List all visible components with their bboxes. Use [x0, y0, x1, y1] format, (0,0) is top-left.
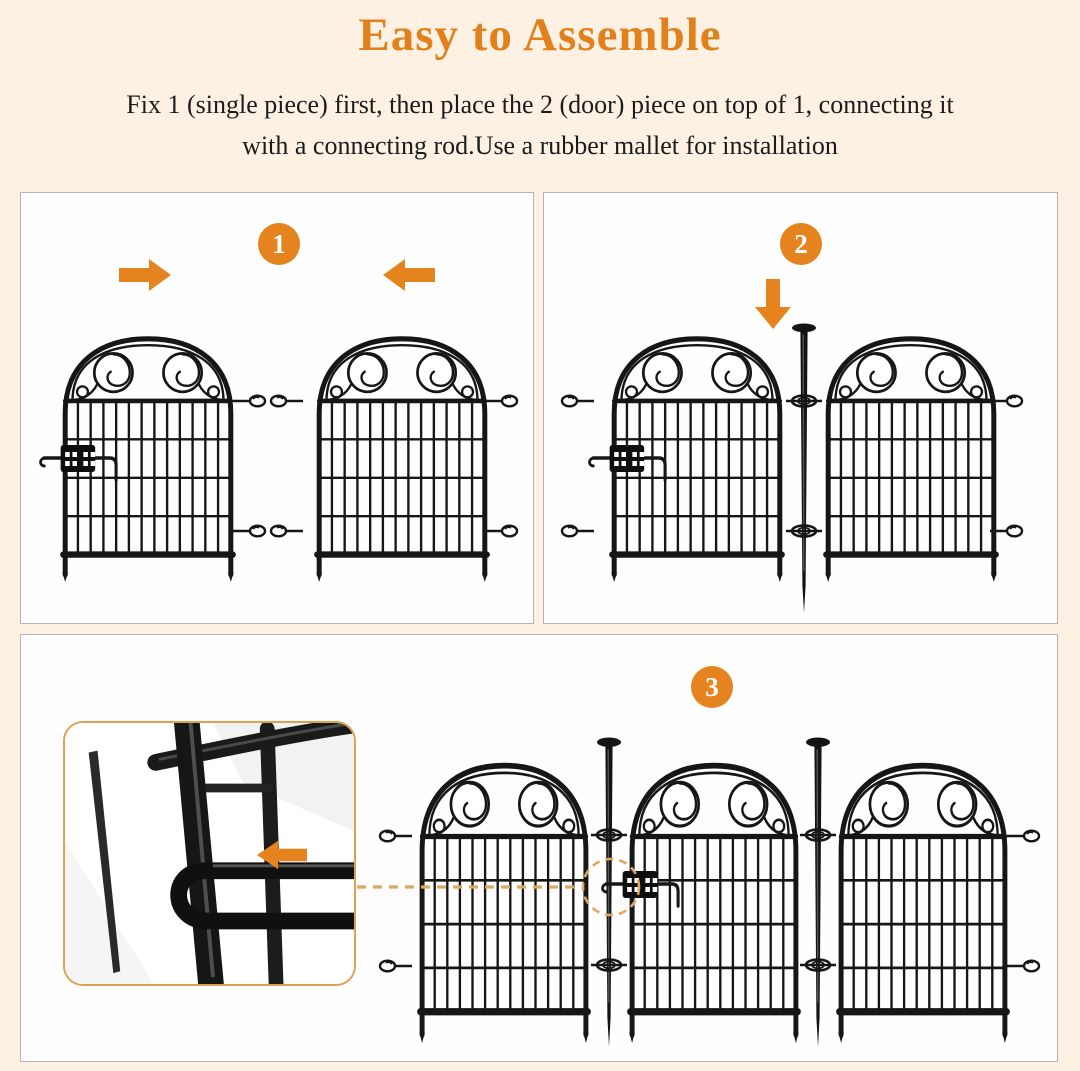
ground-stake-icon — [789, 323, 819, 615]
fence-panel-right-illustration — [311, 326, 493, 582]
connector-wrap-icon — [591, 826, 627, 844]
step-3-badge: 3 — [691, 666, 733, 708]
connector-wrap-icon — [800, 956, 836, 974]
subtitle-line-2: with a connecting rod.Use a rubber mallet for installation — [242, 131, 838, 160]
step-3-panel — [20, 634, 1058, 1062]
eye-loop-icon — [485, 394, 519, 408]
step-2-badge: 2 — [780, 223, 822, 265]
fence-panel-right-illustration — [820, 326, 1002, 582]
eye-loop-icon — [378, 959, 412, 973]
step-1-panel — [20, 192, 534, 624]
connector-wrap-icon — [800, 826, 836, 844]
step-2-panel — [543, 192, 1058, 624]
subtitle — [0, 84, 1080, 166]
connector-wrap-icon — [786, 522, 822, 540]
arrow-right-icon — [119, 257, 171, 293]
subtitle-line-1: Fix 1 (single piece) first, then place the 2 (door) piece on top of 1, connecting it — [126, 90, 954, 119]
step-1-badge: 1 — [258, 223, 300, 265]
fence-panel-a-illustration — [414, 751, 594, 1043]
rod-through-loop-photo — [65, 723, 354, 984]
connector-wrap-icon — [786, 392, 822, 410]
eye-loop-icon — [560, 524, 594, 538]
ground-stake-icon — [803, 737, 833, 1049]
eye-loop-icon — [560, 394, 594, 408]
page-title: Easy to Assemble — [358, 9, 722, 61]
eye-loop-icon — [1007, 959, 1041, 973]
gate-latch-icon — [586, 439, 686, 485]
gate-latch-icon — [37, 439, 137, 485]
eye-loop-icon — [233, 524, 267, 538]
connector-wrap-icon — [591, 956, 627, 974]
fence-panel-c-illustration — [833, 751, 1013, 1043]
eye-loop-icon — [990, 394, 1024, 408]
dashed-connector-line — [357, 881, 579, 893]
eye-loop-icon — [269, 524, 303, 538]
eye-loop-icon — [485, 524, 519, 538]
arrow-down-icon — [755, 279, 791, 329]
eye-loop-icon — [269, 394, 303, 408]
eye-loop-icon — [233, 394, 267, 408]
eye-loop-icon — [990, 524, 1024, 538]
arrow-left-icon — [257, 839, 307, 871]
connection-detail-inset — [63, 721, 356, 986]
connection-highlight-circle — [579, 855, 643, 919]
eye-loop-icon — [1007, 829, 1041, 843]
arrow-left-icon — [383, 257, 435, 293]
eye-loop-icon — [378, 829, 412, 843]
